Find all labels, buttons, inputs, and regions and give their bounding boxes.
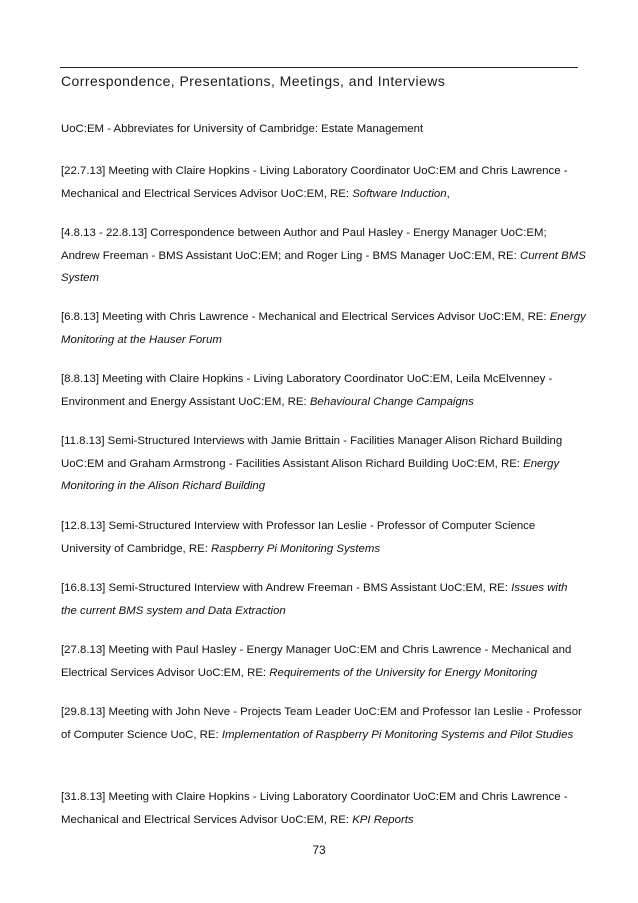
entry-topic: Software Induction [352,187,447,200]
entry-12-8-13 [61,515,586,560]
entry-text: [27.8.13] Meeting with Paul Hasley - Energy Manager UoC:EM and Chris Lawrence - Mechanical and Electrical Services Advisor UoC:EM, RE: [61,644,572,679]
entry-topic: Raspberry Pi Monitoring Systems [211,542,381,555]
entry-topic: Energy Monitoring at the Hauser Forum [61,311,586,346]
entry-suffix: , [446,187,450,200]
entry-text: [8.8.13] Meeting with Claire Hopkins - Living Laboratory Coordinator UoC:EM, Leila McElvenney - Environment and Energy Assistant UoC:EM, RE: [61,373,553,408]
entry-29-8-13 [61,701,586,746]
entry-text: [11.8.13] Semi-Structured Interviews with Jamie Brittain - Facilities Manager Alison Richard Building UoC:EM and Graham Armstrong - Facilities Assistant Alison Richard Building UoC:EM, RE: [61,435,563,470]
entry-22-7-13 [61,160,586,205]
section-heading: Correspondence, Presentations, Meetings, and Interviews [61,73,446,89]
entry-text: [6.8.13] Meeting with Chris Lawrence - Mechanical and Electrical Services Advisor UoC:EM, RE: [61,311,550,323]
entry-text: [4.8.13 - 22.8.13] Correspondence between Author and Paul Hasley - Energy Manager UoC:EM; Andrew Freeman - BMS Assistant UoC:EM; and Roger Ling - BMS Manager UoC:EM, RE: [61,227,547,262]
entry-text: [31.8.13] Meeting with Claire Hopkins - Living Laboratory Coordinator UoC:EM and Chris Lawrence - Mechanical and Electrical Services Advisor UoC:EM, RE: [61,791,568,826]
entry-topic: Issues with the current BMS system and Data Extraction [61,582,568,617]
entry-6-8-13 [61,306,586,351]
entry-text: [12.8.13] Semi-Structured Interview with Professor Ian Leslie - Professor of Computer Science University of Cambridge, RE: [61,520,536,555]
entry-4-8-13 [61,222,586,290]
entry-11-8-13 [61,430,586,498]
entry-8-8-13 [61,368,586,413]
entry-topic: Current BMS System [61,249,586,284]
page-number: 73 [312,843,326,857]
entry-topic: Behavioural Change Campaigns [309,395,474,408]
abbreviation-note: UoC:EM - Abbreviates for University of Cambridge: Estate Management [61,123,424,135]
entry-topic: Requirements of the University for Energy Monitoring [269,666,538,679]
entry-text: [22.7.13] Meeting with Claire Hopkins - Living Laboratory Coordinator UoC:EM and Chris Lawrence - Mechanical and Electrical Services Advisor UoC:EM, RE: [61,165,568,200]
entry-27-8-13 [61,639,586,684]
entry-topic: Energy Monitoring in the Alison Richard Building [61,457,560,492]
entry-text: [16.8.13] Semi-Structured Interview with Andrew Freeman - BMS Assistant UoC:EM, RE: [61,582,512,594]
entry-topic: Implementation of Raspberry Pi Monitoring Systems and Pilot Studies [221,728,574,741]
entry-16-8-13 [61,577,586,622]
entry-31-8-13 [61,786,586,831]
entry-topic: KPI Reports [352,813,414,826]
entry-text: [29.8.13] Meeting with John Neve - Projects Team Leader UoC:EM and Professor Ian Leslie - Professor of Computer Science UoC, RE: [61,706,582,741]
top-rule [60,67,578,68]
